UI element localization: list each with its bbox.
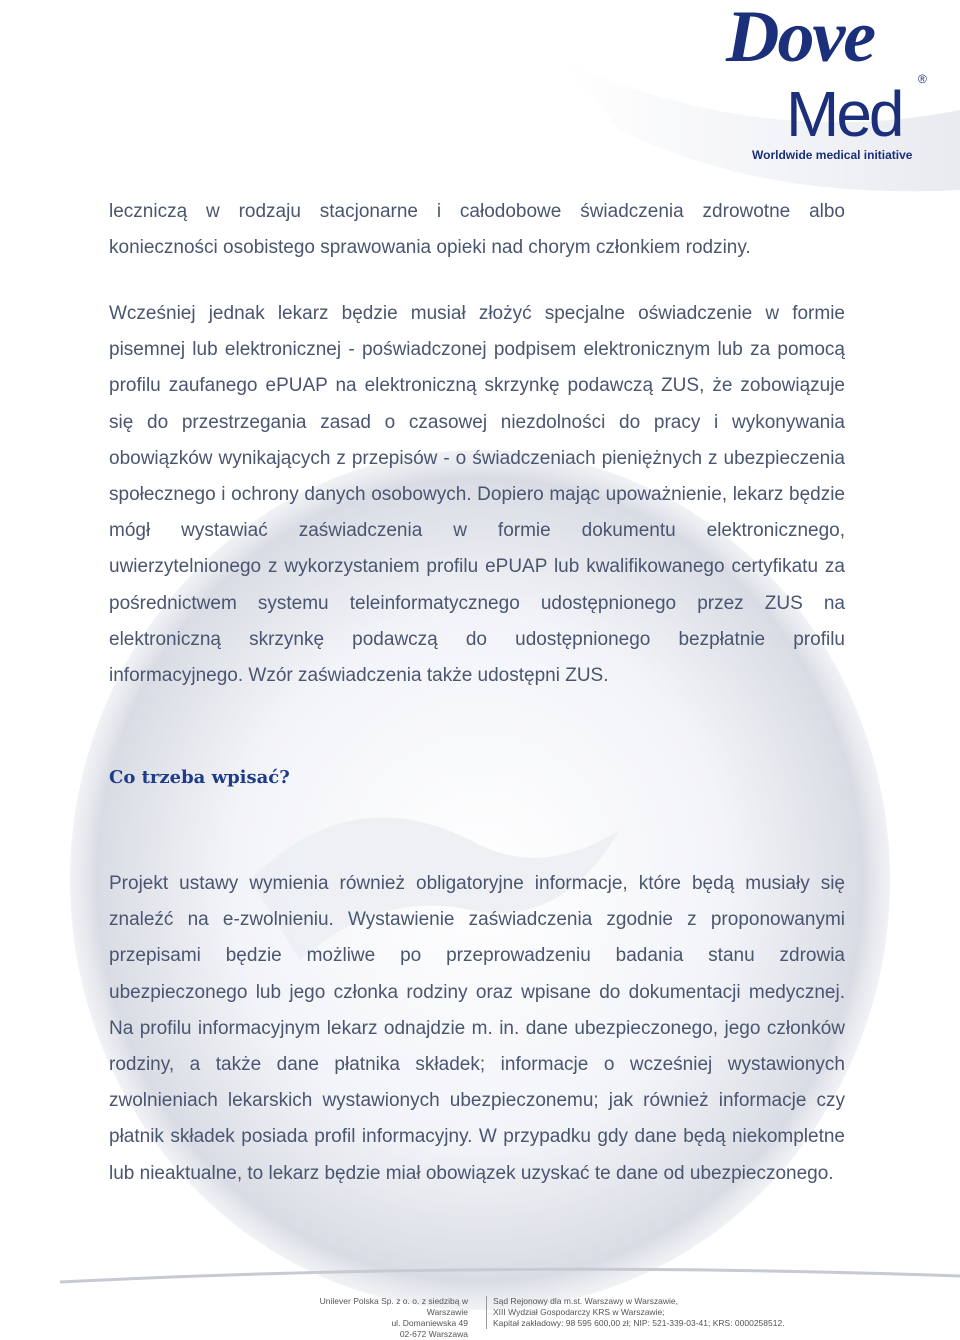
footer-capital: Kapitał zakładowy: 98 595 600,00 zł; NIP: 521-339-03-41; KRS: 0000258512. (493, 1318, 785, 1328)
footer-court: Sąd Rejonowy dla m.st. Warszawy w Warszawie, (493, 1296, 679, 1306)
paragraph-continued: leczniczą w rodzaju stacjonarne i całodobowe świadczenia zdrowotne albo konieczności osobistego sprawowania opieki nad chorym członkiem rodziny. (109, 201, 845, 259)
footer-street: ul. Domaniewska 49 (391, 1318, 468, 1328)
paragraph-declaration: Wcześniej jednak lekarz będzie musiał złożyć specjalne oświadczenie w formie pisemnej lub elektronicznej - poświadczonej podpisem elektronicznym lub za pomocą profilu zaufanego ePUAP na elektroniczną skrzynkę podawczą ZUS, że zobowiązuje się do przestrzegania zasad o czasowej niezdolności do pracy i wykonywania obowiązków wynikających z przepisów - o świadczeniach pieniężnych z ubezpieczenia społecznego i ochrony danych osobowych. Dopiero mając upoważnienie, lekarz będzie mógł wystawiać zaświadczenia w formie dokumentu elektronicznego, uwierzytelnionego z wykorzystaniem profilu ePUAP lub kwalifikowanego certyfikatu za pośrednictwem systemu teleinformatycznego udostępnionego przez ZUS na elektroniczną skrzynkę podawczą do udostępnionego bezpłatnie profilu informacyjnego. Wzór zaświadczenia także udostępni ZUS. (109, 303, 845, 687)
dovemed-logo (690, 0, 940, 166)
logo-registered-mark: ® (918, 72, 927, 86)
footer-company-name: Unilever Polska Sp. z o. o. z siedzibą w Warszawie (319, 1296, 468, 1317)
footer-krs-division: XIII Wydział Gospodarczy KRS w Warszawie; (493, 1307, 665, 1317)
paragraph-required-info: Projekt ustawy wymienia również obligatoryjne informacje, które będą musiały się znaleźć na e-zwolnieniu. Wystawienie zaświadczenia zgodnie z proponowanymi przepisami będzie możliwe po przeprowadzeniu badania stanu zdrowia ubezpieczonego lub jego członka rodziny oraz wpisane do dokumentacji medycznej. Na profilu informacyjnym lekarz odnajdzie m. in. dane ubezpieczonego, jego członków rodziny, a także dane płatnika składek; informacje o wcześniej wystawionych zwolnieniach lekarskich wystawionych ubezpieczonemu; jak również informacje czy płatnik składek posiada profil informacyjny. W przypadku gdy dane będą niekompletne lub nieaktualne, to lekarz będzie miał obowiązek uzyskać te dane od ubezpieczonego. (109, 873, 845, 1184)
logo-tagline: Worldwide medical initiative (752, 148, 913, 162)
footer-company-address (318, 1296, 468, 1340)
section-heading: Co trzeba wpisać? (109, 767, 290, 788)
logo-med-wordmark: Med (786, 78, 902, 150)
footer-city: 02-672 Warszawa (399, 1329, 468, 1339)
footer-registration-info (486, 1296, 793, 1329)
logo-dove-wordmark: Dove (726, 0, 875, 78)
